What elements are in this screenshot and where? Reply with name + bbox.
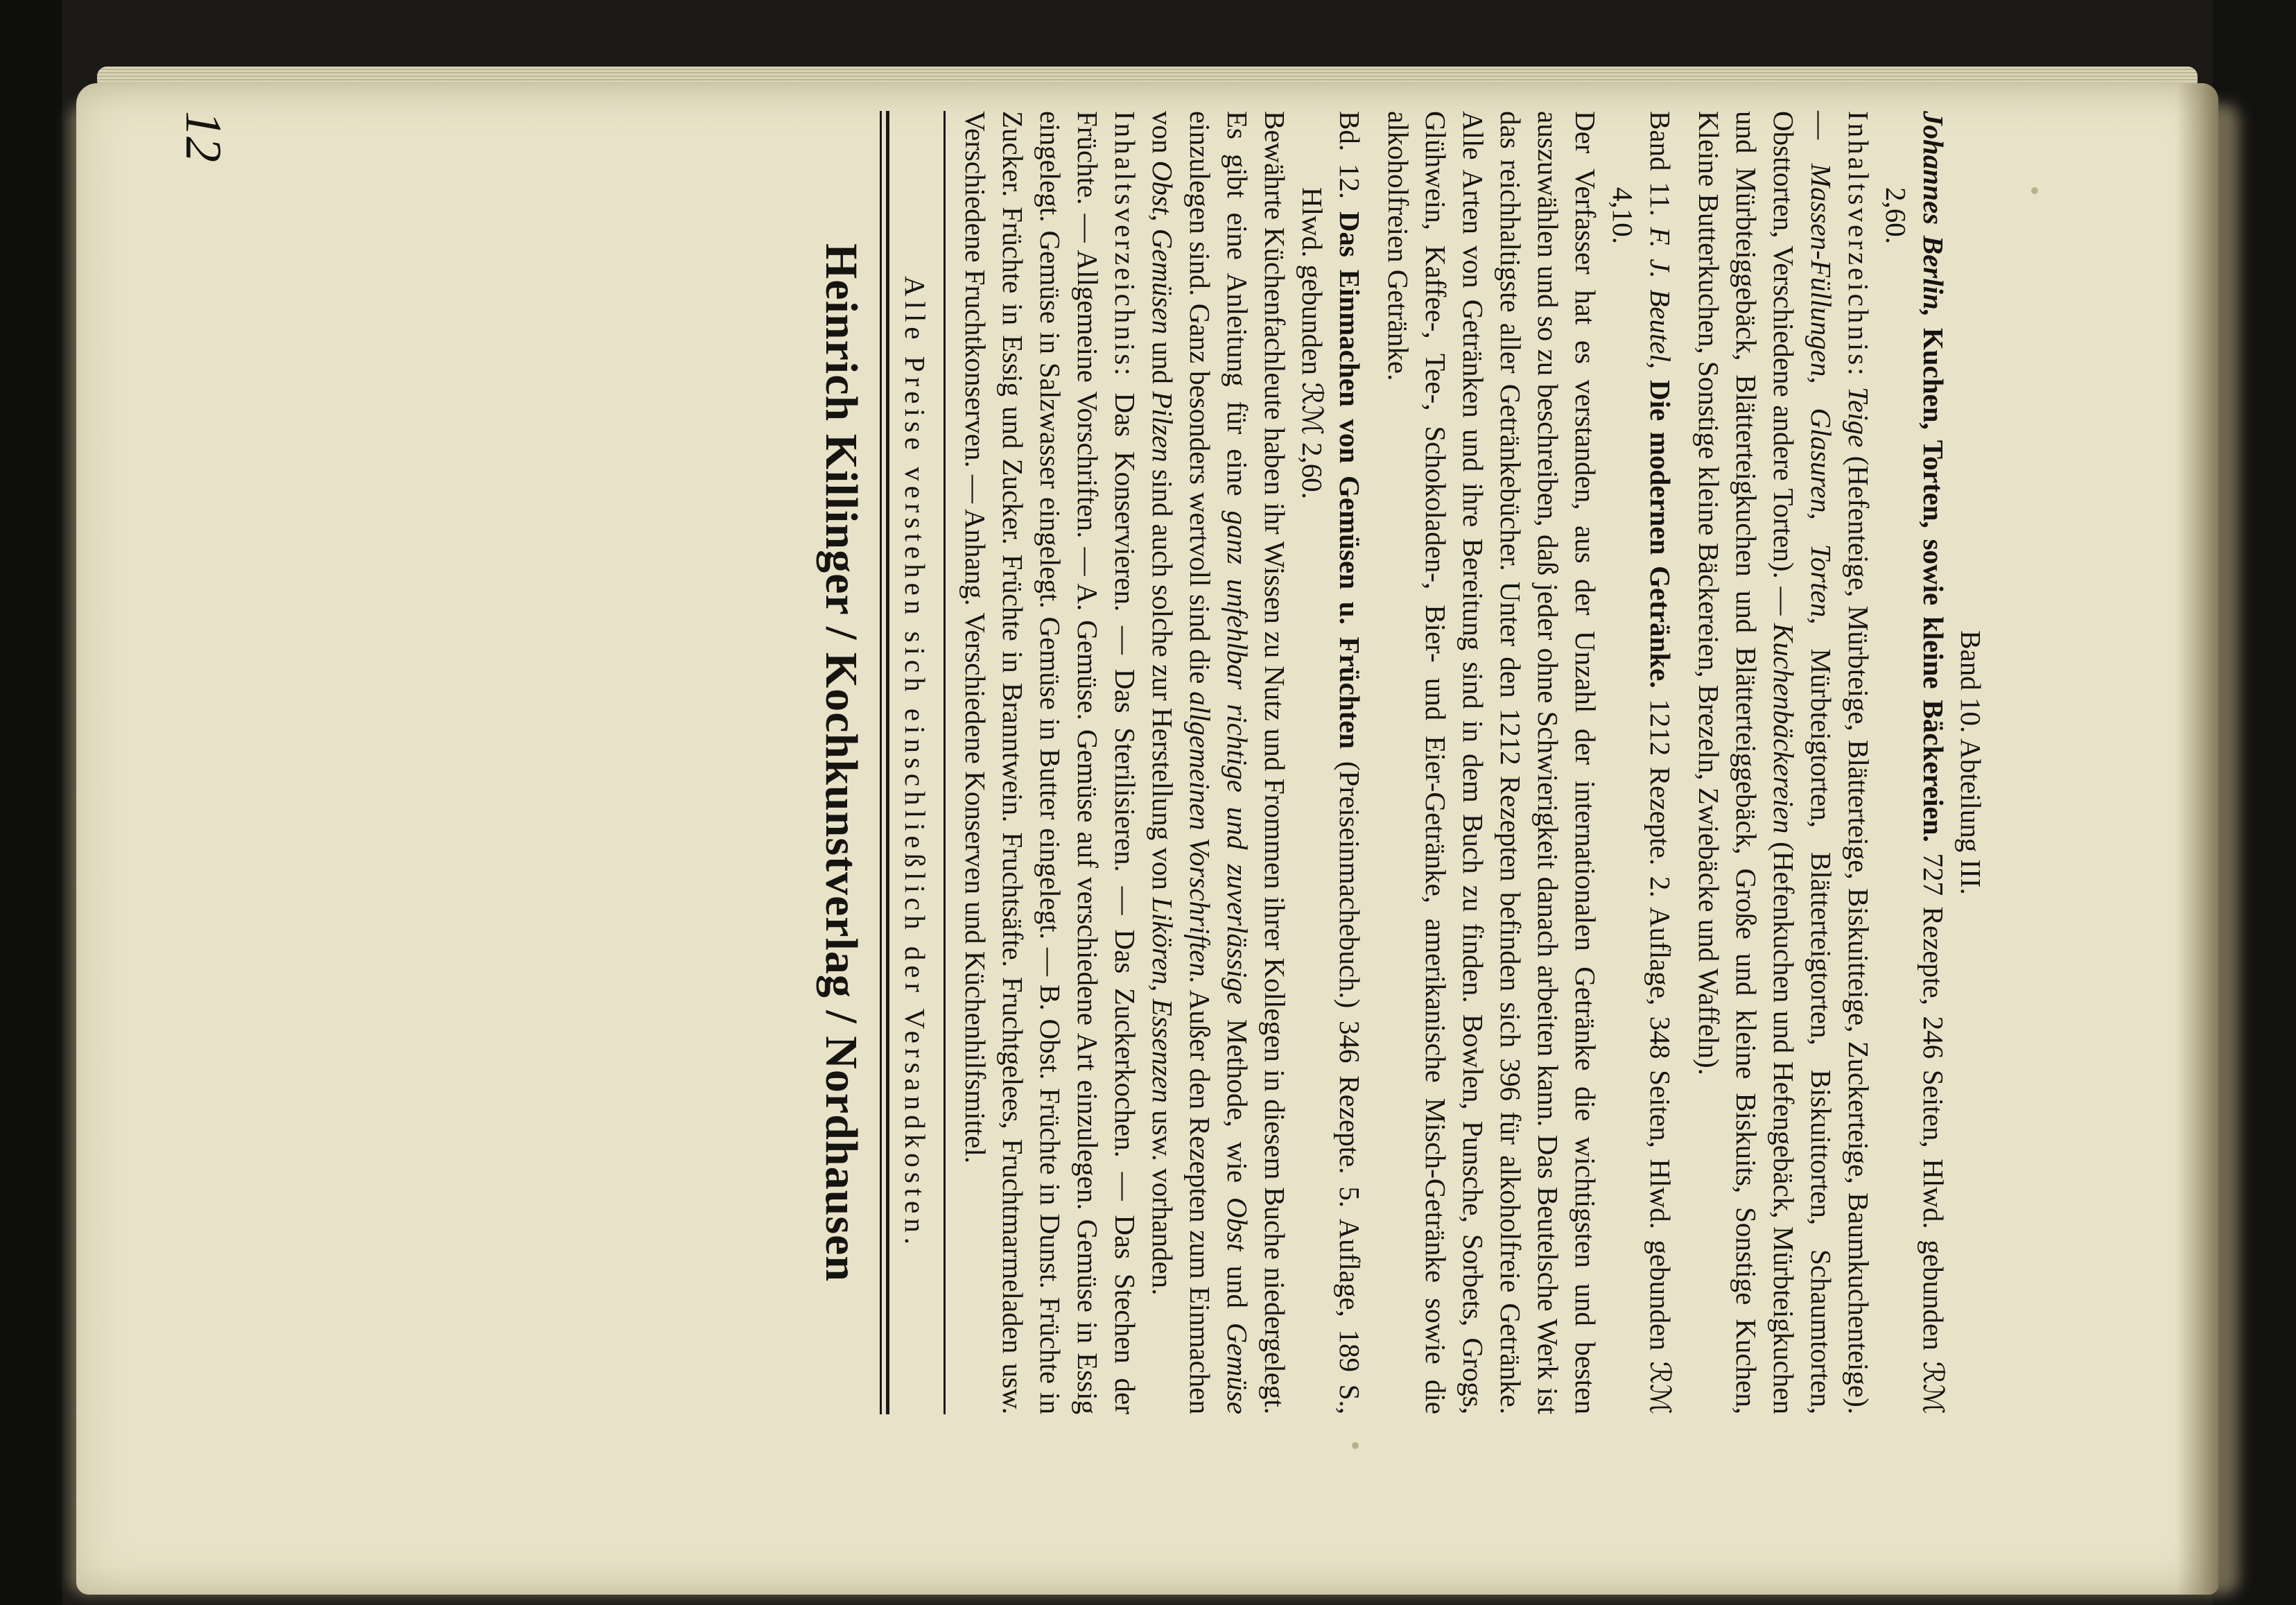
band-12-text: Außer den Rezepten zum Einmachen von <box>1147 111 1216 1414</box>
band-10-contents <box>1690 111 1877 1414</box>
band-12-details: (Preiseinmachebuch.) 346 Rezepte. 5. Auflage, 189 S., Hlwd. gebunden ℛℳ 2,60. <box>1296 187 1366 1415</box>
rotated-text-block <box>159 111 1990 1414</box>
band-12-number: Bd. 12. <box>1334 111 1366 200</box>
band-10-toc-text: (Hefenkuchen und Hefengebäck, Mürbteigkuchen und Mürbteiggebäck, Blätterteigkuchen und Blätterteiggebäck, Große und kleine Biskuits, Sonstige Kuchen, Kleine Butterkuchen, Sonstige kleine Bäckereien, Brezeln, Zwiebäcke und Waffeln). <box>1693 111 1800 1415</box>
band-10-title: Kuchen, Torten, sowie kleine Bäckereien. <box>1917 327 1949 842</box>
paper-speck <box>2031 187 2038 194</box>
section-heading: Band 10. Abteilung III. <box>1955 630 1987 895</box>
band-12-text: Gemüse <box>1221 1322 1253 1414</box>
spacer <box>1368 111 1380 1414</box>
book-gutter <box>2177 83 2218 1595</box>
band-12-contents <box>957 111 1144 1414</box>
band-10-toc-text: Teige <box>1843 387 1875 448</box>
spacer <box>1679 111 1690 1414</box>
band-12-text: Bewährte Küchenfachleute haben ihr Wissen zu Nutz und Frommen ihrer Kollegen in diesem Buche niedergelegt. Es gibt eine Anleitung für eine <box>1221 111 1291 1414</box>
band-12-title: Das Einmachen von Gemüsen u. Früchten <box>1334 211 1366 749</box>
band-12-text: Likören, Essenzen <box>1147 897 1179 1103</box>
divider-rule <box>886 111 889 1414</box>
band-12-text: einzulegen sind. Ganz besonders wertvoll sind die <box>1184 111 1216 684</box>
band-10-toc-text: Massen-Füllungen, Glasuren, Torten, <box>1805 163 1837 625</box>
divider-rule <box>880 111 882 1414</box>
band-11-count: 1212 Rezepte. <box>1644 699 1676 866</box>
publisher-imprint: Heinrich Killinger / Kochkunstverlag / Nordhausen <box>816 243 867 1283</box>
band-11-title: Die modernen Getränke. <box>1644 379 1676 688</box>
band-10-toc-label: Inhaltsverzeichnis: <box>1843 111 1875 379</box>
band-12-toc-label: Inhaltsverzeichnis: <box>1109 111 1141 379</box>
band-11-details: 2. Auflage, 348 Seiten, Hlwd. gebunden ℛℳ 4,10. <box>1607 187 1676 1415</box>
catalog-content <box>815 111 1990 1414</box>
band-12-text: ganz unfehlbar richtige und zuverlässige <box>1221 510 1253 1005</box>
band-12-text: sind auch solche zur Herstellung von <box>1147 469 1179 890</box>
divider-rule <box>943 111 946 1414</box>
band-11-author: F. J. Beutel, <box>1644 227 1676 370</box>
band-11-description: Der Verfasser hat es verstanden, aus der Unzahl der internationalen Getränke die wichtigsten und besten auszuwählen und so zu beschreiben, daß jeder ohne Schwierigkeit danach arbeiten kann. Das Beutelsche Werk ist das reichhaltigste aller Getränkebücher. Unter den 1212 Rezepten befinden sich 396 für alkoholfreie Getränke. Alle Arten von Getränken und ihre Bereitung sind in dem Buch zu finden. Bowlen, Punsche, Sorbets, Grogs, Glühwein, Kaffee-, Tee-, Schokoladen-, Bier- und Eier-Getränke, amerikanische Misch-Getränke sowie die alkoholfreien Getränke. <box>1382 111 1601 1414</box>
band-10-toc-text: Mürbteigtorten, Blätterteigtorten, Biskuittorten, Schaumtorten, Obsttorten, Verschiedene andere Torten). — <box>1768 111 1837 1414</box>
band-10-entry <box>1877 111 1952 1414</box>
band-12-text: Obst <box>1221 1197 1253 1251</box>
band-11-entry <box>1604 111 1679 1414</box>
band-12-toc: Das Konservieren. — Das Sterilisieren. — Das Zuckerkochen. — Das Stechen der Früchte. — Allgemeine Vorschriften. — A. Gemüse. Gemüse auf verschiedene Art einzulegen. Gemüse in Essig eingelegt. Gemüse in Salzwasser eingelegt. Gemüse in Butter eingelegt. — B. Obst. Früchte in Dunst. Früchte in Zucker. Früchte in Essig und Zucker. Früchte in Branntwein. Fruchtsäfte. Fruchtgelees, Fruchtmarmeladen usw. Verschiedene Fruchtkonserven. — Anhang. Verschiedene Konserven und Küchenhilfsmittel. <box>959 111 1141 1414</box>
band-12-text: Pilzen <box>1147 391 1179 462</box>
page-number: 12 <box>175 111 232 162</box>
band-12-text: allgemeinen Vorschriften. <box>1184 691 1216 984</box>
band-12-text: Obst, Gemüsen <box>1147 160 1179 335</box>
band-12-description <box>1144 111 1294 1414</box>
band-10-author: Johannes Berlin, <box>1917 111 1949 318</box>
band-10-details: 727 Rezepte, 246 Seiten, Hlwd. gebunden ℛℳ 2,60. <box>1880 187 1949 1414</box>
band-12-entry <box>1294 111 1368 1414</box>
band-11-number: Band 11. <box>1644 111 1676 216</box>
background-left <box>0 0 62 1605</box>
band-12-text: und <box>1221 1265 1253 1308</box>
band-10-toc-text: Kuchenbäckereien <box>1768 623 1800 834</box>
spacer <box>946 111 957 1414</box>
band-12-text: usw. vorhanden. <box>1147 1110 1179 1296</box>
paper-speck <box>1352 1442 1359 1449</box>
band-10-toc-text: (Hefenteige, Mürbteige, Blätterteige, Biskuitteige, Zuckerteige, Baumkuchenteige). — <box>1805 111 1875 1415</box>
band-12-text: Methode, wie <box>1221 1018 1253 1183</box>
price-note: Alle Preise verstehen sich einschließlich der Versandkosten. <box>899 275 931 1250</box>
band-12-text: und <box>1147 341 1179 385</box>
